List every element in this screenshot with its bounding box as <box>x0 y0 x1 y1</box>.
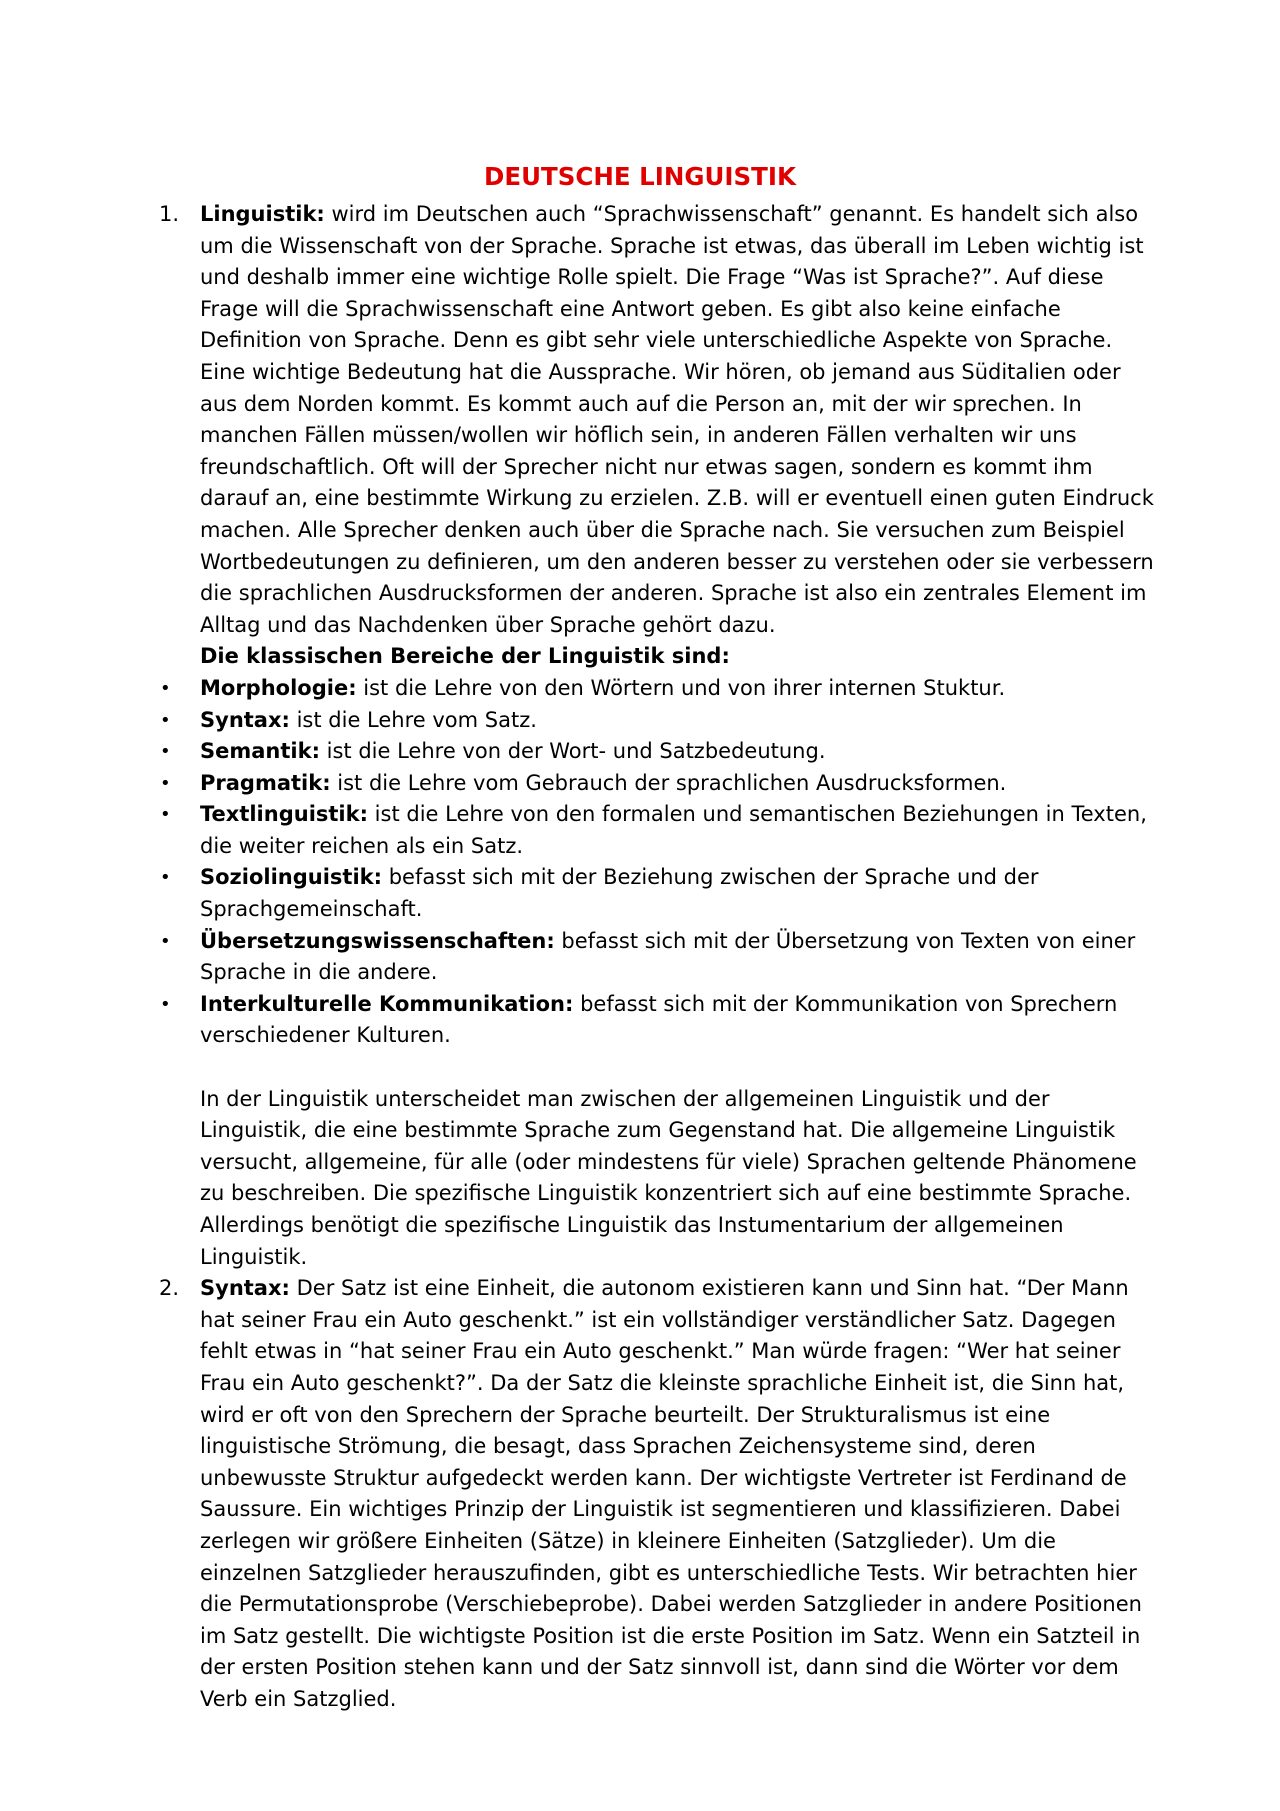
blank-line <box>200 1052 1160 1084</box>
bullet-icon: • <box>160 677 171 699</box>
section-2-number: 2. <box>159 1276 180 1301</box>
section-1-number: 1. <box>159 202 180 226</box>
section-1-text: wird im Deutschen auch “Sprachwissenschaft” genannt. Es handelt sich also um die Wissenschaft von der Sprache. Sprache ist etwas, das überall im Leben wichtig ist und deshalb immer eine wichtige Rolle spielt. Die Frage “Was ist Sprache?”. Auf diese Frage will die Sprachwissenschaft eine Antwort geben. Es gibt also keine einfache Definition von Sprache. Denn es gibt sehr viele unterschiedliche Aspekte von Sprache. Eine wichtige Bedeutung hat die Aussprache. Wir hören, ob jemand aus Süditalien oder aus dem Norden kommt. Es kommt auch auf die Person an, mit der wir sprechen. In manchen Fällen müssen/wollen wir höflich sein, in anderen Fällen verhalten wir uns freundschaftlich. Oft will der Sprecher nicht nur etwas sagen, sondern es kommt ihm darauf an, eine bestimmte Wirkung zu erzielen. Z.B. will er eventuell einen guten Eindruck machen. Alle Sprecher denken auch über die Sprache nach. Sie versuchen zum Beispiel Wortbedeutungen zu definieren, um den anderen besser zu verstehen oder sie verbessern die sprachlichen Ausdrucksformen der anderen. Sprache ist also ein zentrales Element im Alltag und das Nachdenken über Sprache gehört dazu. <box>200 202 1154 637</box>
area-text: befasst sich mit der Übersetzung von Texten von einer Sprache in die andere. <box>200 928 1136 985</box>
area-term: Textlinguistik: <box>200 802 368 827</box>
document-title: DEUTSCHE LINGUISTIK <box>484 162 796 191</box>
section-1-term: Linguistik: <box>200 202 325 226</box>
list-item-soziolinguistik <box>160 862 1160 925</box>
section-2-text: Der Satz ist eine Einheit, die autonom existieren kann und Sinn hat. “Der Mann hat seiner Frau ein Auto geschenkt.” ist ein vollständiger verständlicher Satz. Dagegen fehlt etwas in “hat seiner Frau ein Auto geschenkt.” Man würde fragen: “Wer hat seiner Frau ein Auto geschenkt?”. Da der Satz die kleinste sprachliche Einheit ist, die Sinn hat, wird er oft von den Sprechern der Sprache beurteilt. Der Strukturalismus ist eine linguistische Strömung, die besagt, dass Sprachen Zeichensysteme sind, deren unbewusste Struktur aufgedeckt werden kann. Der wichtigste Vertreter ist Ferdinand de Saussure. Ein wichtiges Prinzip der Linguistik ist segmentieren und klassifizieren. Dabei zerlegen wir größere Einheiten (Sätze) in kleinere Einheiten (Satzglieder). Um die einzelnen Satzglieder herauszufinden, gibt es unterschiedliche Tests. Wir betrachten hier die Permutationsprobe (Verschiebeprobe). Dabei werden Satzglieder in andere Positionen im Satz gestellt. Die wichtigste Position ist die erste Position im Satz. Wenn ein Satzteil in der ersten Position stehen kann und der Satz sinnvoll ist, dann sind die Wörter vor dem Verb ein Satzglied. <box>200 1276 1142 1711</box>
area-term: Semantik: <box>200 739 320 764</box>
area-text: ist die Lehre vom Satz. <box>289 707 537 732</box>
section-1 <box>159 199 1160 673</box>
area-text: ist die Lehre von den Wörtern und von ihrer internen Stuktur. <box>356 675 1006 700</box>
list-item-uebersetzungswissenschaften <box>160 926 1160 989</box>
area-term: Syntax: <box>200 707 290 732</box>
bullet-icon: • <box>160 709 171 731</box>
bullet-icon: • <box>160 930 171 952</box>
area-text: befasst sich mit der Kommunikation von Sprechern verschiedener Kulturen. <box>200 991 1118 1048</box>
list-item-syntax <box>160 705 1160 737</box>
area-term: Pragmatik: <box>200 770 331 795</box>
area-term: Soziolinguistik: <box>200 865 383 890</box>
document-body <box>159 199 1160 1716</box>
area-term: Interkulturelle Kommunikation: <box>200 991 574 1016</box>
list-item-semantik <box>160 736 1160 768</box>
section-2-term: Syntax: <box>200 1276 290 1301</box>
list-item-interkulturelle-kommunikation <box>160 989 1160 1052</box>
bullet-icon: • <box>160 867 171 889</box>
section-2-paragraph <box>200 1273 1160 1715</box>
bullet-icon: • <box>160 804 171 826</box>
area-text: ist die Lehre vom Gebrauch der sprachlichen Ausdrucksformen. <box>330 770 1007 795</box>
area-term: Morphologie: <box>200 675 357 700</box>
area-term: Übersetzungswissenschaften: <box>200 928 555 953</box>
bullet-icon: • <box>160 772 171 794</box>
bullet-icon: • <box>160 741 171 763</box>
list-item-textlinguistik <box>160 799 1160 862</box>
areas-heading: Die klassischen Bereiche der Linguistik sind: <box>200 644 730 669</box>
section-1-paragraph <box>200 199 1160 641</box>
list-item-pragmatik <box>160 768 1160 800</box>
closing-paragraph: In der Linguistik unterscheidet man zwischen der allgemeinen Linguistik und der Linguistik, die eine bestimmte Sprache zum Gegenstand hat. Die allgemeine Linguistik versucht, allgemeine, für alle (oder mindestens für viele) Sprachen geltende Phänomene zu beschreiben. Die spezifische Linguistik konzentriert sich auf eine bestimmte Sprache. Allerdings benötigt die spezifische Linguistik das Instumentarium der allgemeinen Linguistik. <box>200 1086 1137 1269</box>
section-2 <box>159 1273 1160 1715</box>
area-text: befasst sich mit der Beziehung zwischen der Sprache und der Sprachgemeinschaft. <box>200 865 1039 922</box>
section-1-closing <box>200 1084 1160 1274</box>
bullet-icon: • <box>160 993 171 1015</box>
list-item-morphologie <box>160 673 1160 705</box>
area-text: ist die Lehre von den formalen und semantischen Beziehungen in Texten, die weiter reichen als ein Satz. <box>200 802 1147 858</box>
area-text: ist die Lehre von der Wort- und Satzbedeutung. <box>319 739 826 764</box>
